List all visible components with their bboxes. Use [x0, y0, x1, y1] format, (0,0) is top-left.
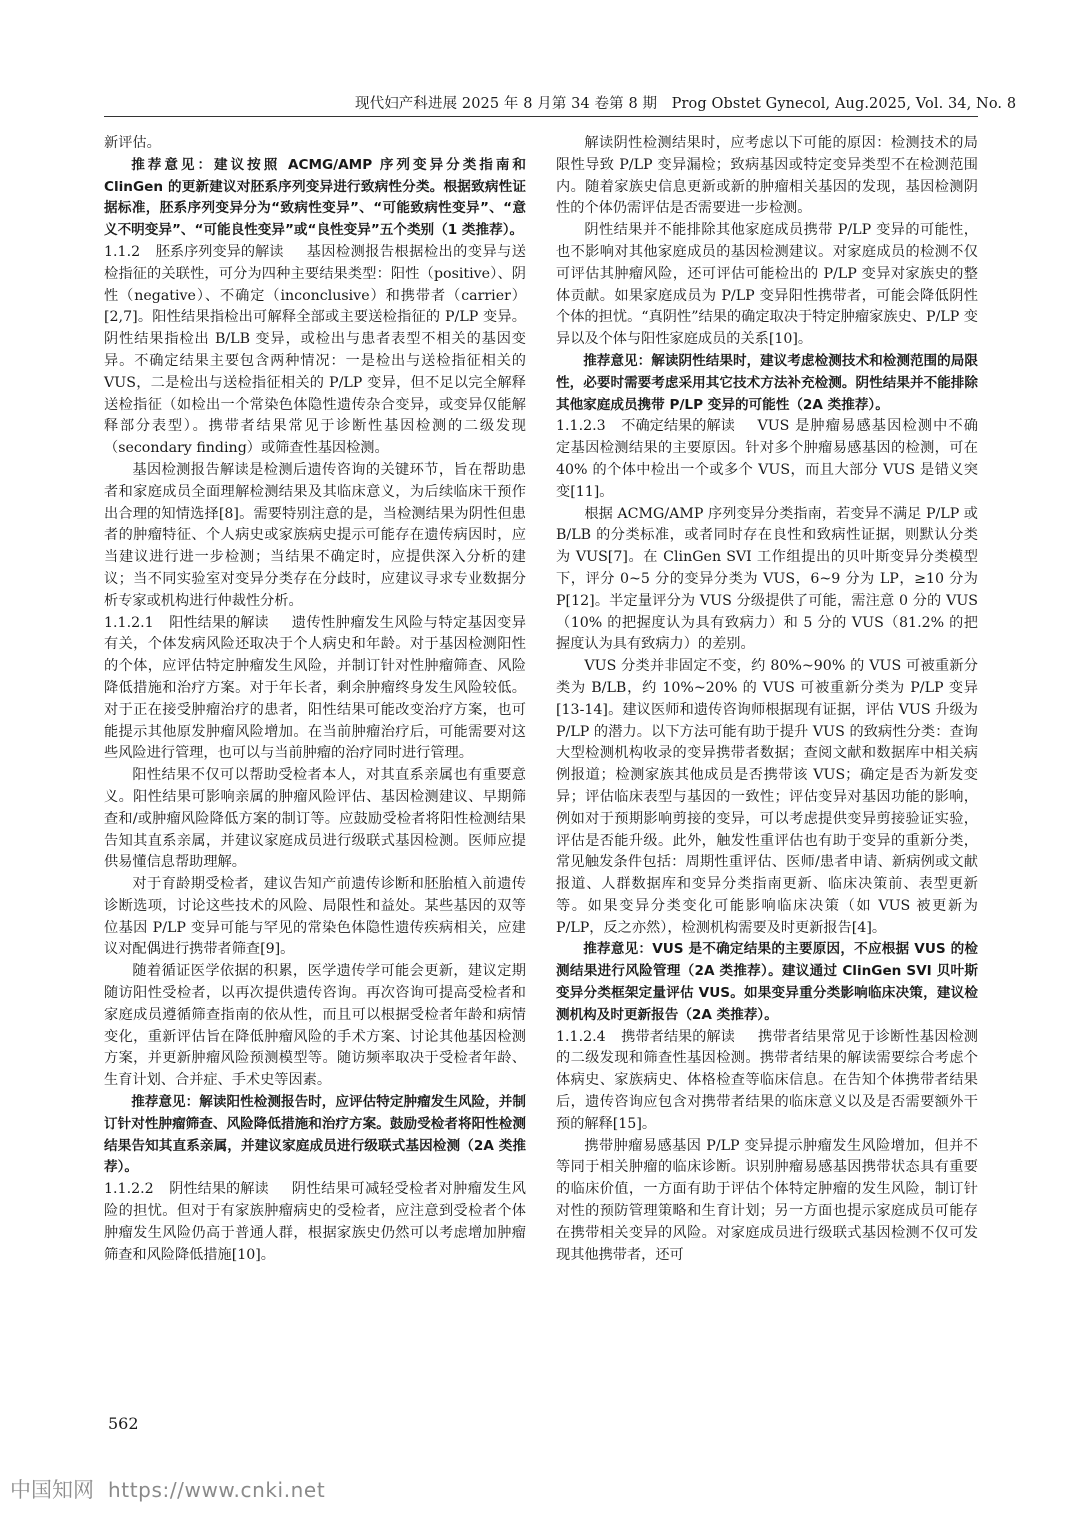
section-title: 阴性结果的解读	[169, 1181, 269, 1198]
section-text: 阴性结果可减轻受检者对肿瘤发生风险的担忧。但对于有家族肿瘤病史的受检者，应注意到受检者个体肿瘤发生风险仍高于普通人群，根据家族史仍然可以考虑增加肿瘤筛查和风险降低措施[10]。	[104, 1181, 526, 1263]
section-1-1-2	[104, 242, 526, 460]
paragraph: 新评估。	[104, 135, 161, 151]
paragraph: 随着循证医学依据的积累，医学遗传学可能会更新，建议定期随访阳性受检者，以再次提供遗传咨询。再次咨询可提高受检者和家庭成员遵循筛查指南的依从性，而且可以根据受检者年龄和病情变化，重新评估旨在降低肿瘤风险的手术方案、讨论其他基因检测方案，并更新肿瘤风险预测模型等。随访频率取决于受检者年龄、生育计划、合并症、手术史等因素。	[104, 963, 526, 1089]
paragraph: 携带肿瘤易感基因 P/LP 变异提示肿瘤发生风险增加，但并不等同于相关肿瘤的临床诊断。识别肿瘤易感基因携带状态具有重要的临床价值，一方面有助于评估个体特定肿瘤的发生风险，制订针对性的预防管理策略和生育计划；另一方面也提示家庭成员可能存在携带相关变异的风险。对家庭成员进行级联式基因检测不仅可发现其他携带者，还可	[556, 1137, 978, 1263]
running-header: 现代妇产科进展 2025 年 8 月第 34 卷第 8 期 Prog Obstet Gynecol, Aug.2025, Vol. 34, No. 8	[355, 96, 1017, 112]
right-column	[556, 133, 978, 1266]
cnki-logo-text: 中国知网	[10, 1478, 94, 1502]
section-1-1-2-4	[556, 1027, 978, 1136]
recommendation: 推荐意见：解读阴性结果时，建议考虑检测技术和检测范围的局限性，必要时需要考虑采用其它技术方法补充检测。阴性结果并不能排除其他家庭成员携带 P/LP 变异的可能性（2A 类推荐）。	[556, 352, 978, 413]
paragraph: 解读阴性检测结果时，应考虑以下可能的原因：检测技术的局限性导致 P/LP 变异漏检；致病基因或特定变异类型不在检测范围内。随着家族史信息更新或新的肿瘤相关基因的发现，基因检测阴性的个体仍需评估是否需要进一步检测。	[556, 135, 978, 217]
section-number: 1.1.2.4	[556, 1028, 606, 1045]
paragraph: 阳性结果不仅可以帮助受检者本人，对其直系亲属也有重要意义。阳性结果可影响亲属的肿瘤风险评估、基因检测建议、早期筛查和/或肿瘤风险降低方案的制订等。应鼓励受检者将阳性检测结果告知其直系亲属，并建议家庭成员进行级联式基因检测。医师应提供易懂信息帮助理解。	[104, 767, 526, 871]
section-title: 阳性结果的解读	[169, 614, 269, 631]
section-text: 遗传性肿瘤发生风险与特定基因变异有关，个体发病风险还取决于个人病史和年龄。对于基因检测阳性的个体，应评估特定肿瘤发生风险，并制订针对性肿瘤筛查、风险降低措施和治疗方案。对于年长者，剩余肿瘤终身发生风险较低。对于正在接受肿瘤治疗的患者，阳性结果可能改变治疗方案，也可能提示其他原发肿瘤风险增加。在当前肿瘤治疗后，可能需要对这些风险进行管理，也可以与当前肿瘤的治疗同时进行管理。	[104, 614, 526, 762]
section-number: 1.1.2.3	[556, 418, 606, 435]
section-text: VUS 是肿瘤易感基因检测中不确定基因检测结果的主要原因。针对多个肿瘤易感基因的检测，可在 40% 的个体中检出一个或多个 VUS，而且大部分 VUS 是错义突变[11]。	[556, 418, 978, 500]
paragraph: VUS 分类并非固定不变，约 80%~90% 的 VUS 可被重新分类为 B/LB，约 10%~20% 的 VUS 可被重新分类为 P/LP 变异[13-14]。建议医师和遗传咨询师根据现有证据，评估 VUS 升级为 P/LP 的潜力。以下方法可能有助于提升 VUS 的致病性分类：查询大型检测机构收录的变异携带者数据；查阅文献和数据库中相关病例报道；检测家族其他成员是否携带该 VUS；确定是否为新发变异；评估临床表型与基因的一致性；评估变异对基因功能的影响，例如对于预期影响剪接的变异，可以考虑提供变异剪接验证实验，评估是否能升级。此外，触发性重评估也有助于变异的重新分类，常见触发条件包括：周期性重评估、医师/患者申请、新病例或文献报道、人群数据库和变异分类指南更新、临床决策前、表型更新等。如果变异分类变化可能影响临床决策（如 VUS 被更新为 P/LP，反之亦然），检测机构需要及时更新报告[4]。	[556, 658, 978, 936]
section-text: 基因检测报告根据检出的变异与送检指征的关联性，可分为四种主要结果类型：阳性（positive）、阴性（negative）、不确定（inconclusive）和携带者（carrier）[2,7]。阳性结果指检出可解释全部或主要送检指征的 P/LP 变异。阴性结果指检出 B/LB 变异，或检出与患者表型不相关的基因变异。不确定结果主要包含两种情况：一是检出与送检指征相关的 VUS，二是检出与送检指征相关的 P/LP 变异，但不足以完全解释送检指征（如检出一个常染色体隐性遗传杂合变异，或变异仅能解释部分表型）。携带者结果常见于诊断性基因检测的二级发现（secondary finding）或筛查性基因检测。	[104, 243, 526, 457]
section-title: 不确定结果的解读	[621, 418, 735, 435]
section-1-1-2-2	[104, 1179, 526, 1266]
recommendation: 推荐意见：解读阳性检测报告时，应评估特定肿瘤发生风险，并制订针对性肿瘤筛查、风险降低措施和治疗方案。鼓励受检者将阳性检测结果告知其直系亲属，并建议家庭成员进行级联式基因检测（2A 类推荐）。	[104, 1094, 526, 1176]
paragraph: 根据 ACMG/AMP 序列变异分类指南，若变异不满足 P/LP 或 B/LB 的分类标准，或者同时存在良性和致病性证据，则默认分类为 VUS[7]。在 ClinGen SVI 工作组提出的贝叶斯变异分类模型下，评分 0~5 分的变异分类为 VUS，6~9 分为 LP，≥10 分为 P[12]。半定量评分为 VUS 分级提供了可能，需注意 0 分的 VUS（10% 的把握度认为具有致病力）和 5 分的 VUS（81.2% 的把握度认为具有致病力）的差别。	[556, 505, 978, 653]
section-number: 1.1.2.2	[104, 1181, 154, 1198]
section-1-1-2-3	[556, 416, 978, 503]
paragraph: 对于育龄期受检者，建议告知产前遗传诊断和胚胎植入前遗传诊断选项，讨论这些技术的风险、局限性和益处。某些基因的双等位基因 P/LP 变异可能与罕见的常染色体隐性遗传疾病相关，应建议对配偶进行携带者筛查[9]。	[104, 876, 526, 958]
cnki-url[interactable]: https://www.cnki.net	[108, 1478, 326, 1502]
recommendation: 推荐意见：建议按照 ACMG/AMP 序列变异分类指南和 ClinGen 的更新建议对胚系序列变异进行致病性分类。根据致病性证据标准，胚系序列变异分为“致病性变异”、“可能致病性变异”、“意义不明变异”、“可能良性变异”或“良性变异”五个类别（1 类推荐）。	[104, 156, 526, 239]
footer-watermark	[10, 1474, 325, 1504]
recommendation: 推荐意见：VUS 是不确定结果的主要原因，不应根据 VUS 的检测结果进行风险管理（2A 类推荐）。建议通过 ClinGen SVI 贝叶斯变异分类框架定量评估 VUS。如果变异重分类影响临床决策，建议检测机构及时更新报告（2A 类推荐）。	[556, 941, 978, 1023]
page-number: 562	[108, 1414, 139, 1433]
left-column	[104, 133, 526, 1266]
section-number: 1.1.2	[104, 243, 141, 260]
section-text: 携带者结果常见于诊断性基因检测的二级发现和筛查性基因检测。携带者结果的解读需要综合考虑个体病史、家族病史、体格检查等临床信息。在告知个体携带者结果后，遗传咨询应包含对携带者结果的临床意义以及是否需要额外干预的解释[15]。	[556, 1028, 978, 1132]
section-title: 携带者结果的解读	[621, 1028, 735, 1045]
paragraph: 基因检测报告解读是检测后遗传咨询的关键环节，旨在帮助患者和家庭成员全面理解检测结果及其临床意义，为后续临床干预作出合理的知情选择[8]。需要特别注意的是，当检测结果为阴性但患者的肿瘤特征、个人病史或家族病史提示可能存在遗传病因时，应当建议进行进一步检测；当结果不确定时，应提供深入分析的建议；当不同实验室对变异分类存在分歧时，应建议寻求专业数据分析专家或机构进行仲裁性分析。	[104, 461, 526, 609]
paragraph: 阴性结果并不能排除其他家庭成员携带 P/LP 变异的可能性，也不影响对其他家庭成员的基因检测建议。对家庭成员的检测不仅可评估其肿瘤风险，还可评估可能检出的 P/LP 变异对家族史的整体贡献。如果家庭成员为 P/LP 变异阳性携带者，可能会降低阴性个体的担忧。“真阴性”结果的确定取决于特定肿瘤家族史、P/LP 变异以及个体与阳性家庭成员的关系[10]。	[556, 222, 978, 348]
section-title: 胚系序列变异的解读	[155, 243, 284, 260]
section-1-1-2-1	[104, 613, 526, 766]
header-rule	[104, 116, 978, 117]
section-number: 1.1.2.1	[104, 614, 154, 631]
